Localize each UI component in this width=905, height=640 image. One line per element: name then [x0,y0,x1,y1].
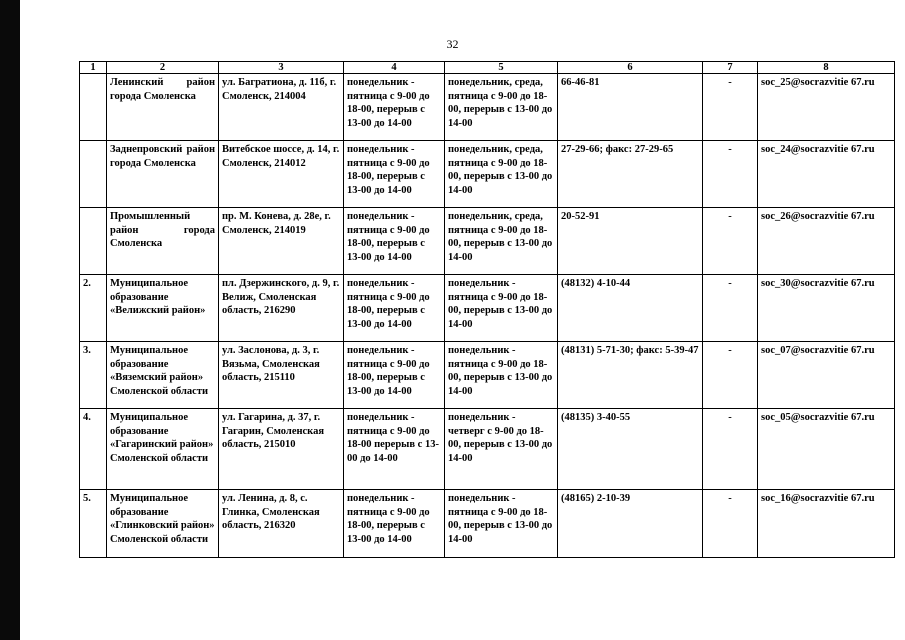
schedule-citizens: понедельник, среда, пятница с 9-00 до 18-00, перерыв с 13-00 до 14-00 [445,74,558,141]
address: ул. Гагарина, д. 37, г. Гагарин, Смоленская область, 215010 [219,409,344,490]
table-row [80,409,895,490]
row-number: 4. [80,409,107,490]
schedule-citizens: понедельник - четверг с 9-00 до 18-00, перерыв с 13-00 до 14-00 [445,409,558,490]
col7-value: - [703,208,758,275]
schedule-reception: понедельник - пятница с 9-00 до 18-00, перерыв с 13-00 до 14-00 [344,208,445,275]
schedule-citizens: понедельник, среда, пятница с 9-00 до 18-00, перерыв с 13-00 до 14-00 [445,141,558,208]
col-header-6: 6 [558,62,703,74]
schedule-reception: понедельник - пятница с 9-00 до 18-00 перерыв с 13-00 до 14-00 [344,409,445,490]
phone: (48132) 4-10-44 [558,275,703,342]
header-row [80,62,895,74]
col7-value: - [703,342,758,409]
row-number [80,208,107,275]
schedule-reception: понедельник - пятница с 9-00 до 18-00, перерыв с 13-00 до 14-00 [344,141,445,208]
row-number: 2. [80,275,107,342]
district-name: Муниципальное образование «Велижский район» [107,275,219,342]
district-name: Муниципальное образование «Глинковский район» Смоленской области [107,490,219,558]
scan-edge-bar [0,0,20,640]
col-header-5: 5 [445,62,558,74]
address: ул. Заслонова, д. 3, г. Вязьма, Смоленская область, 215110 [219,342,344,409]
col7-value: - [703,409,758,490]
schedule-reception: понедельник - пятница с 9-00 до 18-00, перерыв с 13-00 до 14-00 [344,275,445,342]
email: soc_16@socrazvitie 67.ru [758,490,895,558]
phone: (48165) 2-10-39 [558,490,703,558]
schedule-citizens: понедельник - пятница с 9-00 до 18-00, перерыв с 13-00 до 14-00 [445,275,558,342]
district-name: Промышленный район города Смоленска [107,208,219,275]
col7-value: - [703,275,758,342]
schedule-reception: понедельник - пятница с 9-00 до 18-00, перерыв с 13-00 до 14-00 [344,74,445,141]
address: ул. Ленина, д. 8, с. Глинка, Смоленская область, 216320 [219,490,344,558]
schedule-citizens: понедельник, среда, пятница с 9-00 до 18-00, перерыв с 13-00 до 14-00 [445,208,558,275]
row-number [80,141,107,208]
col7-value: - [703,490,758,558]
col-header-8: 8 [758,62,895,74]
email: soc_07@socrazvitie 67.ru [758,342,895,409]
address: пр. М. Конева, д. 28е, г. Смоленск, 214019 [219,208,344,275]
row-number: 5. [80,490,107,558]
table-row [80,342,895,409]
table-row [80,275,895,342]
table-row [80,490,895,558]
table-row [80,74,895,141]
schedule-reception: понедельник - пятница с 9-00 до 18-00, перерыв с 13-00 до 14-00 [344,342,445,409]
email: soc_24@socrazvitie 67.ru [758,141,895,208]
schedule-citizens: понедельник - пятница с 9-00 до 18-00, перерыв с 13-00 до 14-00 [445,342,558,409]
email: soc_05@socrazvitie 67.ru [758,409,895,490]
schedule-citizens: понедельник - пятница с 9-00 до 18-00, перерыв с 13-00 до 14-00 [445,490,558,558]
col-header-1: 1 [80,62,107,74]
row-number [80,74,107,141]
email: soc_25@socrazvitie 67.ru [758,74,895,141]
phone: 27-29-66; факс: 27-29-65 [558,141,703,208]
col7-value: - [703,74,758,141]
district-name: Ленинский район города Смоленска [107,74,219,141]
address: Витебское шоссе, д. 14, г. Смоленск, 214012 [219,141,344,208]
phone: (48131) 5-71-30; факс: 5-39-47 [558,342,703,409]
col-header-7: 7 [703,62,758,74]
address: ул. Багратиона, д. 11б, г. Смоленск, 214004 [219,74,344,141]
email: soc_26@socrazvitie 67.ru [758,208,895,275]
row-number: 3. [80,342,107,409]
table-row [80,141,895,208]
table-row [80,208,895,275]
email: soc_30@socrazvitie 67.ru [758,275,895,342]
district-name: Муниципальное образование «Вяземский район» Смоленской области [107,342,219,409]
offices-table [79,61,895,558]
phone: (48135) 3-40-55 [558,409,703,490]
schedule-reception: понедельник - пятница с 9-00 до 18-00, перерыв с 13-00 до 14-00 [344,490,445,558]
district-name: Муниципальное образование «Гагаринский район» Смоленской области [107,409,219,490]
col-header-3: 3 [219,62,344,74]
col-header-4: 4 [344,62,445,74]
phone: 66-46-81 [558,74,703,141]
district-name: Заднепровский район города Смоленска [107,141,219,208]
col-header-2: 2 [107,62,219,74]
page-number: 32 [446,37,459,51]
address: пл. Дзержинского, д. 9, г. Велиж, Смоленская область, 216290 [219,275,344,342]
phone: 20-52-91 [558,208,703,275]
col7-value: - [703,141,758,208]
